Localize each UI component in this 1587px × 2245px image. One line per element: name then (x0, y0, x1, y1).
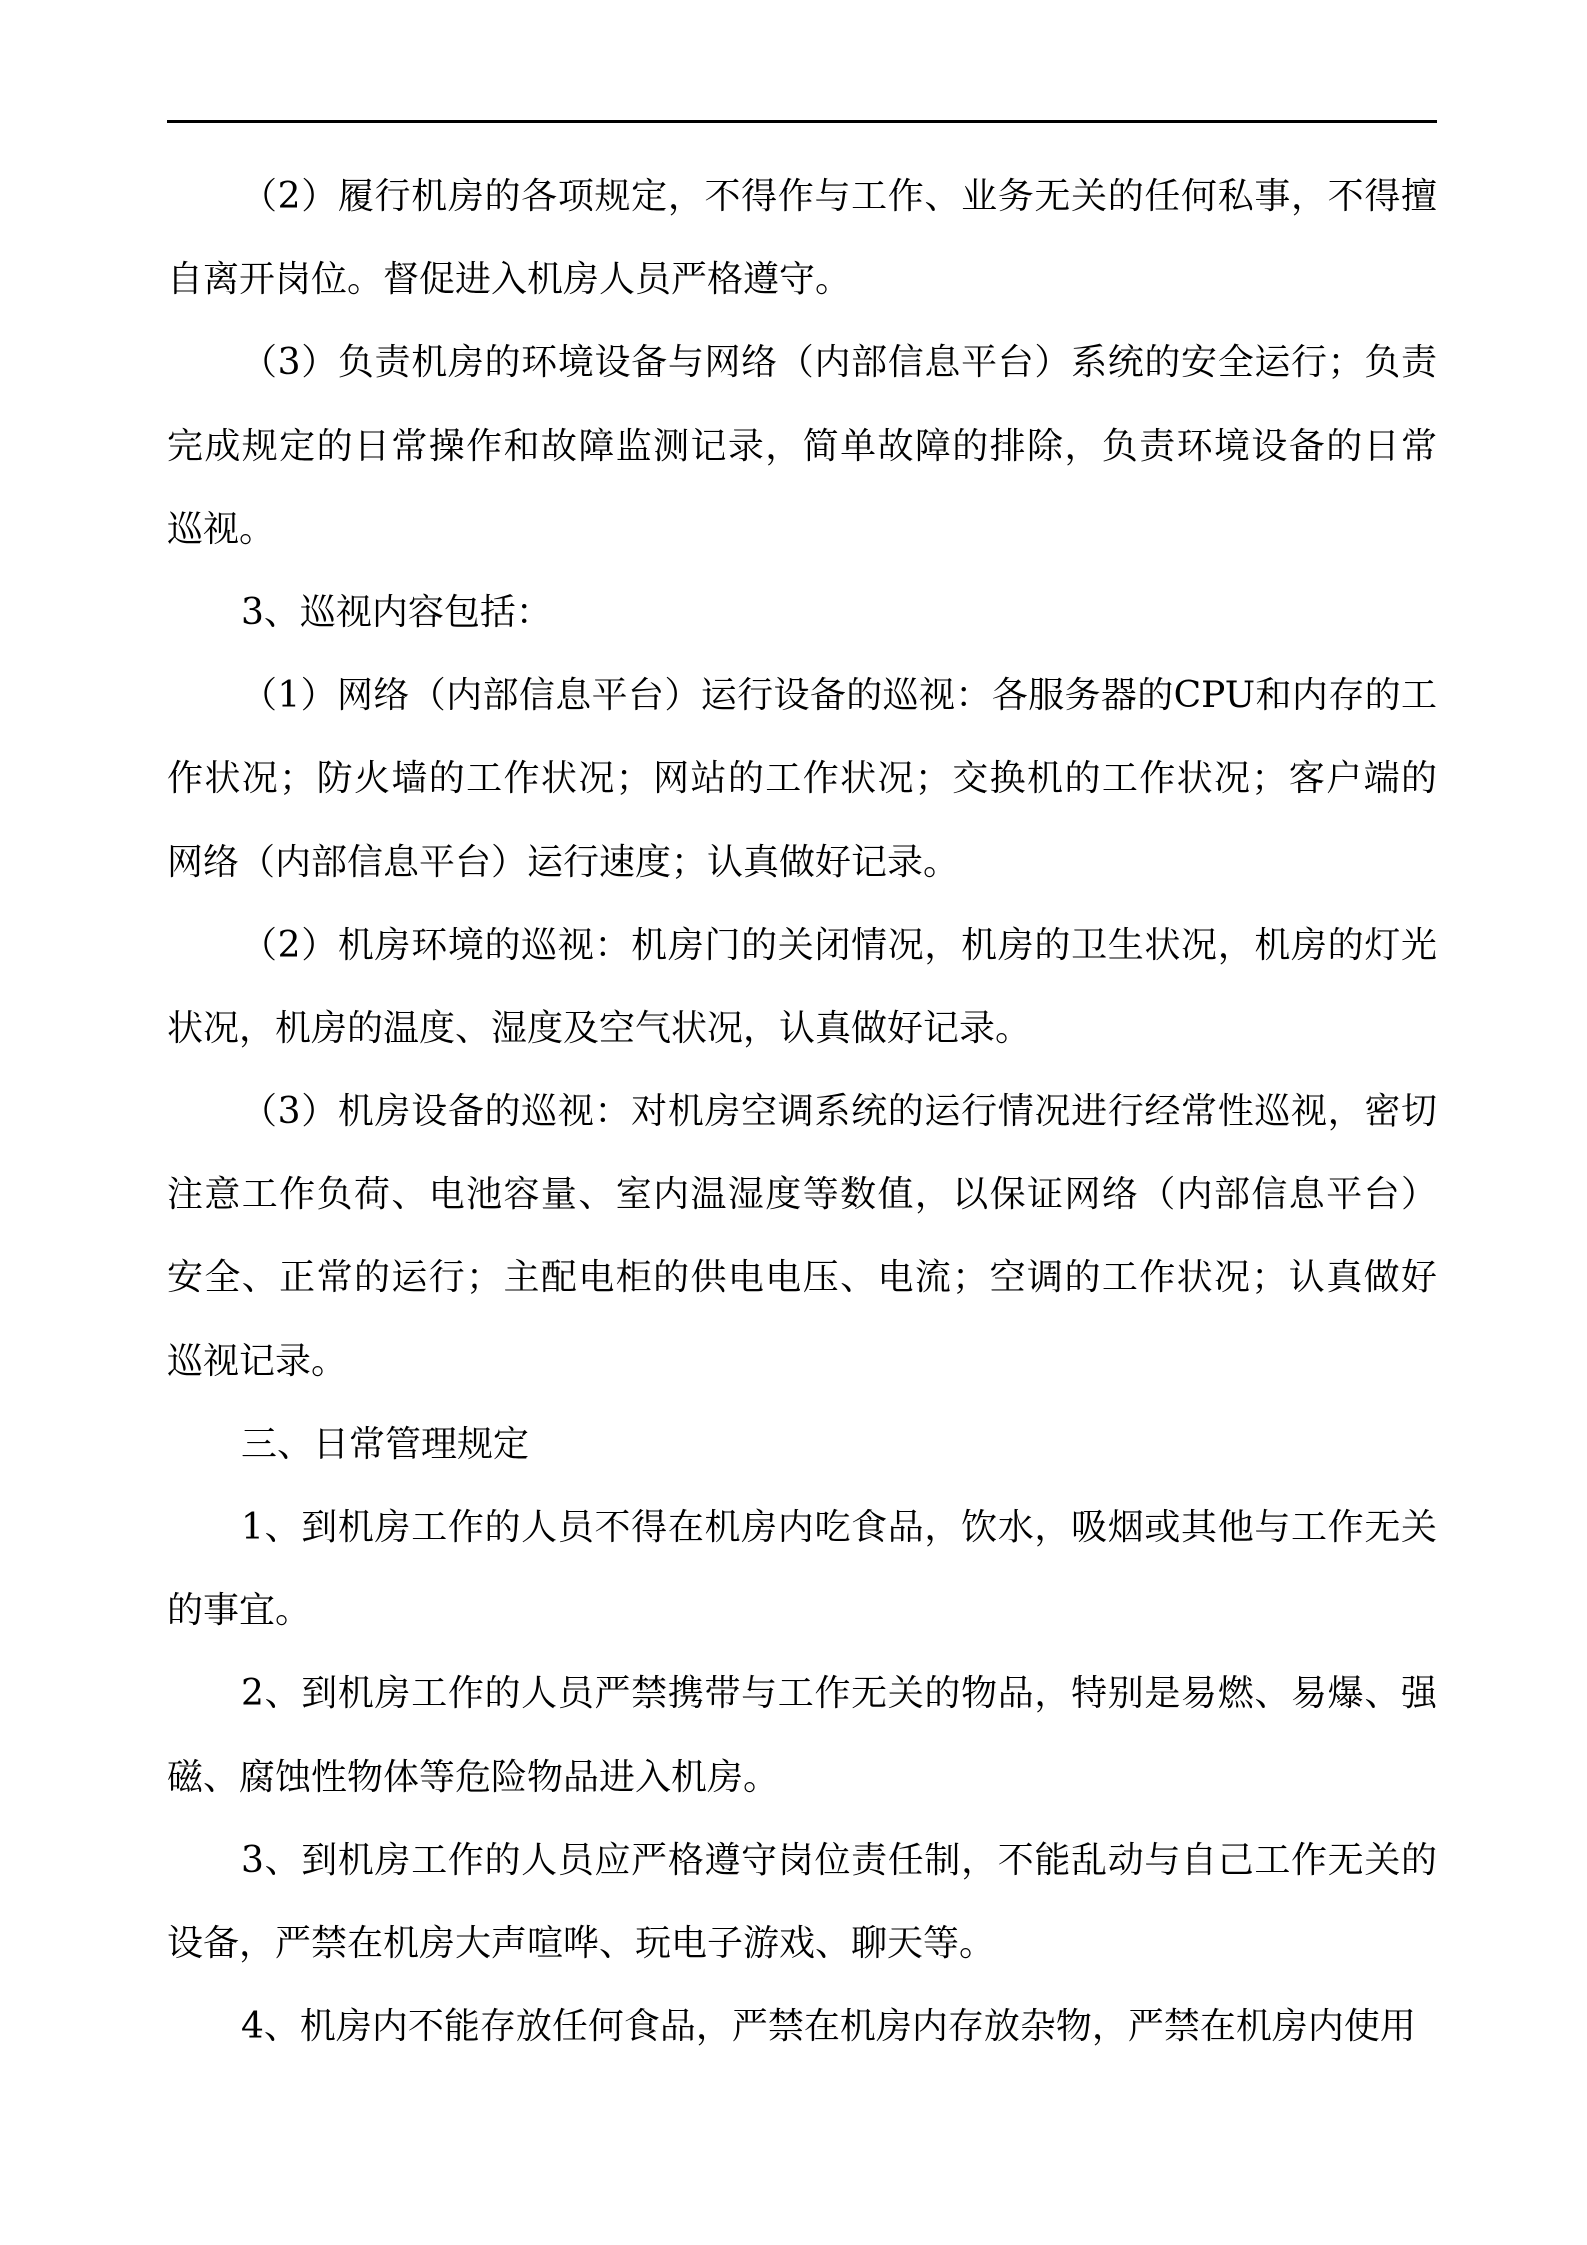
text-line: 巡视记录。 (167, 1340, 348, 1382)
text-line: （3）负责机房的环境设备与网络（内部信息平台）系统的安全运行；负责 (241, 342, 1437, 384)
text-line: 巡视。 (167, 508, 276, 550)
text-line: （1）网络（内部信息平台）运行设备的巡视：各服务器的CPU和内存的工 (241, 675, 1437, 717)
paragraph (167, 1486, 1437, 1652)
text-line: （3）机房设备的巡视：对机房空调系统的运行情况进行经常性巡视，密切 (241, 1091, 1437, 1133)
text-line: 网络（内部信息平台）运行速度；认真做好记录。 (167, 841, 960, 883)
paragraph (167, 571, 1437, 654)
text-line: 4、机房内不能存放任何食品，严禁在机房内存放杂物，严禁在机房内使用 (241, 2006, 1416, 2048)
text-line: 三、日常管理规定 (241, 1423, 530, 1465)
paragraph (167, 1652, 1437, 1818)
paragraph (167, 1985, 1437, 2068)
paragraph (167, 1403, 1437, 1486)
text-line: 状况，机房的温度、湿度及空气状况，认真做好记录。 (167, 1007, 1032, 1049)
text-line: 设备，严禁在机房大声喧哗、玩电子游戏、聊天等。 (167, 1922, 996, 1964)
text-line: 注意工作负荷、电池容量、室内温湿度等数值，以保证网络（内部信息平台） (167, 1174, 1437, 1216)
document-body (167, 155, 1437, 2068)
text-line: 磁、腐蚀性物体等危险物品进入机房。 (167, 1756, 780, 1798)
text-line: 3、到机房工作的人员应严格遵守岗位责任制，不能乱动与自己工作无关的 (241, 1839, 1437, 1881)
text-line: 完成规定的日常操作和故障监测记录，简单故障的排除，负责环境设备的日常 (167, 425, 1437, 467)
header-rule (167, 120, 1437, 123)
text-line: 1、到机房工作的人员不得在机房内吃食品，饮水，吸烟或其他与工作无关 (241, 1507, 1437, 1548)
text-line: （2）机房环境的巡视：机房门的关闭情况，机房的卫生状况，机房的灯光 (241, 924, 1437, 966)
paragraph (167, 321, 1437, 571)
text-line: 作状况；防火墙的工作状况；网站的工作状况；交换机的工作状况；客户端的 (167, 758, 1437, 800)
paragraph (167, 654, 1437, 904)
text-line: 安全、正常的运行；主配电柜的供电电压、电流；空调的工作状况；认真做好 (167, 1257, 1437, 1299)
text-line: （2）履行机房的各项规定，不得作与工作、业务无关的任何私事，不得擅 (241, 176, 1437, 217)
text-line: 3、巡视内容包括： (241, 591, 552, 633)
paragraph (167, 1819, 1437, 1985)
text-line: 2、到机房工作的人员严禁携带与工作无关的物品，特别是易燃、易爆、强 (241, 1673, 1437, 1715)
paragraph (167, 155, 1437, 321)
paragraph (167, 904, 1437, 1070)
paragraph (167, 1070, 1437, 1403)
text-line: 的事宜。 (167, 1590, 312, 1632)
text-line: 自离开岗位。督促进入机房人员严格遵守。 (167, 259, 852, 301)
